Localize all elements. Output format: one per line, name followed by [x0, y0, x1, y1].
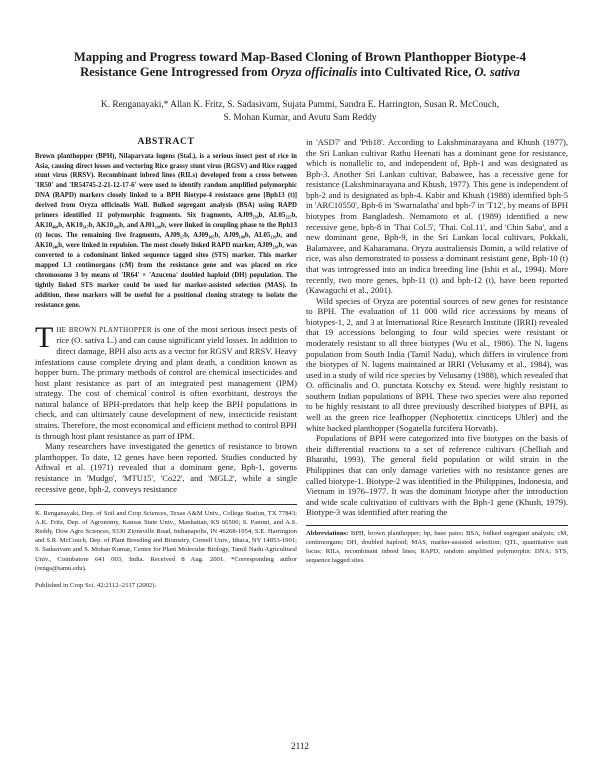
abstract-heading: ABSTRACT — [137, 136, 195, 147]
abbreviations-text: BPH, brown planthopper; bp, base pairs; BSA, bulked segregant analysis; cM, centimorgans; DH, doubled haploid; MAS, marker-assisted selection; QTL, quantitative trait locus; RILs, recombinant inbred lines; RAPD, random amplified polymorphic DNA; STS, sequence tagged sites. — [306, 529, 568, 565]
body-paragraph-continued: in 'ASD7' and 'Ptb18'. According to Lakshminarayana and Khush (1977), the Sri Lankan cultivar Rathu Heenati has a dominant gene for resistance, which is nonallelic to, and independent of, Bph-1 and was designated as Bph-3. Another Sri Lankan cultivar, Babawee, has a recessive gene for resistance (Lakshminarayana and Khush, 1977). This gene is independent of bph-2 and is designated as bph-4. Kabir and Khush (1988) identified bph-5 in 'ARC10550', Bph-6 in 'Swarnalatha' and bph-7 in 'T12', by means of BPH biotypes from Bangladesh. Nemamoto et al. (1989) identified a new recessive gene, bph-8 in 'Thai Col.5', 'Thai. Col.11', and 'Chin Saba', and a new dominant gene, Bph-9, in the Sri Lankan local cultivars, Pokkali, Balamavee, and Kaharamana. Oryza australiensis Domin, a wild relative of rice, was also demonstrated to possess a dominant resistant gene, Bph-10 (t) that was introgressed into an indica breeding line (Ishii et al., 1994). More recently, two more genes, bph-11 (t) and bph-12 (t), have been reported (Kawaguchi et al., 2001). — [306, 137, 568, 296]
left-column — [35, 137, 297, 590]
title-species-officinalis: Oryza officinalis — [271, 65, 358, 79]
intro-paragraph-1 — [35, 320, 297, 441]
title-segment: Resistance Gene Introgressed from — [80, 65, 272, 79]
body-paragraph-biotypes: Populations of BPH were categorized into five biotypes on the basis of their differential reactions to a set of reference cultivars (Chelliah and Bharathi, 1993). The general field population or wild strain in the Philippines that can only damage varieties with no resistance genes are called biotype-1. Biotype-2 was identified in the Philippines, Indonesia, and Vietnam in 1976–1977. It was the dominant biotype after the introduction and wide scale cultivation of cultivars with the Bph-1 gene (Khush, 1979). Biotype-3 was identified after rearing the — [306, 433, 568, 518]
abbreviations-label: Abbreviations: — [306, 529, 349, 537]
authors-line-2: S. Mohan Kumar, and Avutu Sam Reddy — [223, 113, 377, 123]
publication-info: Published in Crop Sci. 42:2112–2117 (2002). — [35, 581, 157, 589]
intro-text-1: is one of the most serious insect pests of rice (O. sativa L.) and can cause significant yield losses. In addition to direct damage, BPH also acts as a vector for RGSV and RRSV. Heavy infestations cause complete drying and plant death, a condition known as hopper burn. The primary methods of control are chemical insecticides and host plant resistance as part of an integrated pest management (IPM) strategy. The cost of chemical control is often exorbitant, destroys the natural balance of BPH-predators that help keep the BPH populations in check, and can ultimately cause development of new, insecticide resistant strains. Therefore, the most economical and efficient method to control BPH is through host plant resistance as part of IPM. — [35, 323, 297, 441]
intro-paragraph-2: Many researchers have investigated the genetics of resistance to brown planthopper. To date, 12 genes have been reported. Studies conducted by Athwal et al. (1971) revealed that a dominant gene, Bph-1, governs resistance in 'Mudgo', 'MTU15', 'Co22', and 'MGL2', while a single recessive gene, bph-2, conveys resistance — [35, 441, 297, 494]
drop-cap: T — [35, 320, 54, 354]
body-paragraph-wild-species: Wild species of Oryza are potential sources of new genes for resistance to BPH. The evaluation of 11 000 wild rice accessions by means of biotypes-1, 2, and 3 at International Rice Research Institute (IRRI) revealed that 19 accessions belonging to four wild species were resistant or moderately resistant to all three biotypes (Wu et al., 1986). The N. lugens population from South India (Tamil Nadu), which differs in virulence from the biotypes of N. lugens maintained at IRRI (Velusamy et al., 1984), was used in a study of wild rice species by Velusamy (1988), which revealed that O. officinalis and O. punctata Kotschy ex Steud. were highly resistant to southern Indian populations of BPH. These two species were also reported to be highly resistant to all three previously described biotypes of BPH, as well as the green rice leafhopper (Nephotettix cincticeps Uhler) and the white backed planthopper (Sogatella furcifera Horvath). — [306, 295, 568, 433]
author-list — [40, 99, 560, 125]
authors-line-1: K. Renganayaki,* Allan K. Fritz, S. Sadasivam, Sujata Pammi, Sandra E. Harrington, Susan R. McCouch, — [100, 100, 500, 110]
right-column — [306, 137, 568, 565]
title-line-2 — [30, 65, 570, 80]
title-segment: into Cultivated Rice, — [357, 65, 475, 79]
intro-smallcaps: HE BROWN PLANTHOPPER — [56, 325, 152, 334]
title-line-1: Mapping and Progress toward Map-Based Cloning of Brown Planthopper Biotype-4 — [73, 50, 527, 64]
title-species-sativa: O. sativa — [474, 65, 520, 79]
author-affiliations-footnote: K. Renganayaki, Dep. of Soil and Crop Sciences, Texas A&M Univ., College Station, TX 77843; A.K. Fritz, Dep. of Agronomy, Kansas State Univ., Manhattan, KS 66506; S. Pammi, and A.S. Reddy, Dow Agro Sciences, 9330 Zionsville Road, Indianapolis, IN 46268-1054; S.E. Harrington and S.R. McCouch, Dep. of Plant Breeding and Biometry, Cornell Univ., Ithaca, NY 14853-1901; S. Sadasivam and S. Mohan Kumar, Centre for Plant Molecular Biology, Tamil Nadu Agricultural Univ., Coimbatore 641 003, India. Received 8 Aug. 2001. *Corresponding author (renga@tamu.edu). — [35, 510, 297, 572]
abbreviations-note — [306, 529, 568, 565]
abstract-text: Brown planthopper (BPH), Nilaparvata lugens (Stal.), is a serious insect pest of rice in Asia, causing direct losses and vectoring Rice grassy stunt virus (RGSV) and Rice ragged stunt virus (RRSV). Recombinant inbred lines (RILs) developed from a cross between 'IR50' and 'IR54745-2-21-12-17-6' were used to identify random amplified polymorphic DNA (RAPD) markers closely linked to a BPH Biotype-4 resistance gene [Bph13 (t)] derived from Oryza officinalis Wall. Bulked segregant analysis (BSA) using RAPD primers identified 11 polymorphic fragments. Six fragments, AJ09₂₃₀b, AL05₂₂₅b, AK10₄₆₀b, AK10₃₁₇b, AK10₁₈₀b, and AJ01₁₉₀b, were linked in coupling phase to the Bph13 (t) locus. The remaining five fragments, AJ09₁₇b, AJ09₃₀₅b, AJ09₁₀₀b, AL05₁₃₀b, and AK10₁₄₀b, were linked in repulsion. The most closely linked RAPD marker, AJ09₂₃₀b, was converted to a codominant linked sequence tagged sites (STS) marker. This marker mapped 1.3 centimorgans (cM) from the resistance gene and was placed on rice chromosome 3 by means of 'IR64' × 'Azucena' doubled haploid (DH) population. The tightly linked STS marker could be used for marker-assisted selection (MAS). In addition, these markers will be useful for a positional cloning strategy to isolate the resistance gene. — [35, 152, 297, 309]
paper-title — [30, 50, 570, 80]
page-number: 2112 — [290, 741, 310, 751]
